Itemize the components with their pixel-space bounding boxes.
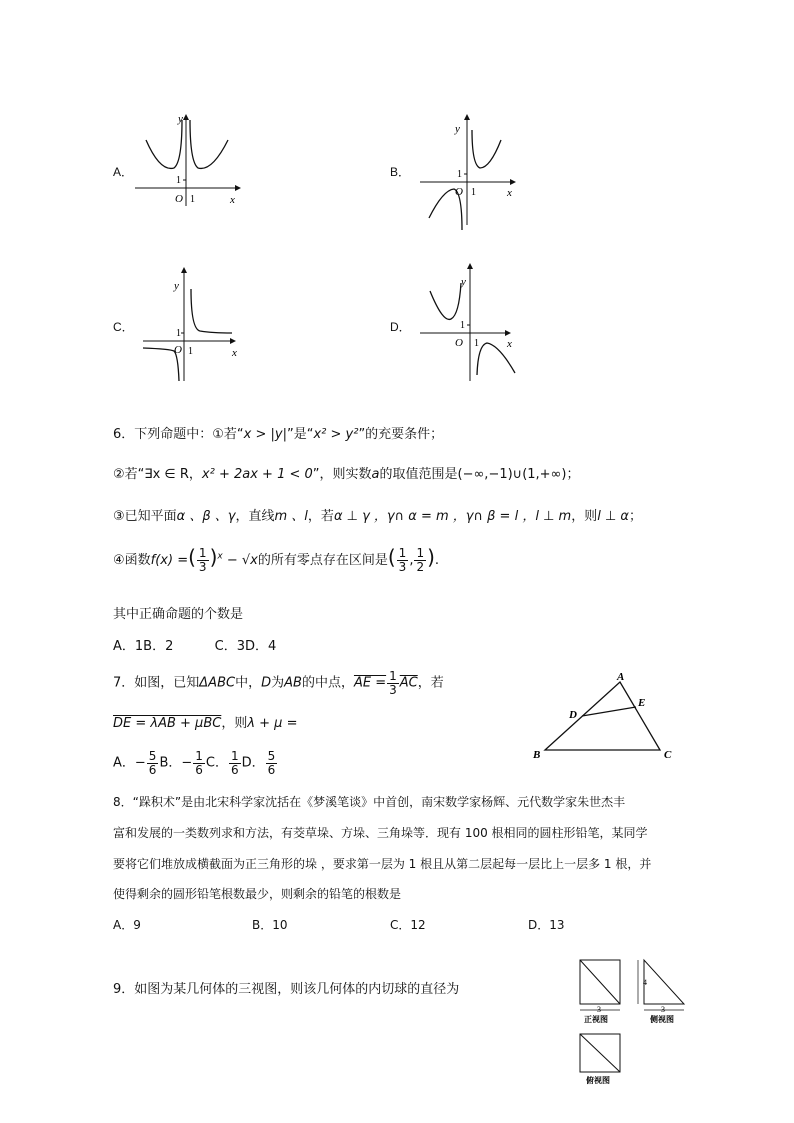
q6-s3-planes: α 、β 、γ [176, 509, 236, 524]
q6-s2-expr: x² + 2ax + 1 < 0 [201, 467, 313, 482]
q7-label-d: D [569, 709, 577, 721]
q7-stem-pre: 7．如图，已知 [113, 675, 200, 691]
graph-d-x: x [507, 338, 512, 350]
q7-triangle: ΔABC [199, 675, 236, 691]
q7-opt-b: B．− [159, 755, 193, 771]
graph-c-tick-x: 1 [188, 346, 193, 357]
q6-s3-pre: ③已知平面 [113, 509, 177, 524]
q8-opt-a: A．9 [113, 918, 141, 932]
graph-a-y: y [178, 113, 183, 125]
q7-line2 [113, 712, 297, 731]
q6-cond2: x² > y² [313, 427, 359, 442]
q6-s3-lines: m 、l [274, 509, 308, 524]
q7-stem [113, 670, 444, 696]
q8-line-3: 要将它们堆放成横截面为正三角形的垛 ，要求第一层为 1 根且从第二层起每一层比上一层多 1 根，并 [113, 857, 652, 871]
q6-statement-4: ④函数f(x) =( $\frac{1}{3}$ )$^x$ − √x的所有零点存在区间是( $\frac{1}{3}$ , $\frac{1}{2}$ ). [113, 545, 440, 574]
q7-opt-a: A．− [113, 755, 146, 771]
graph-c-tick-y: 1 [176, 328, 181, 339]
q7-label-c: C [664, 749, 672, 761]
q6-statement-2 [113, 463, 579, 482]
q9-top-label: 俯视图 [586, 1076, 610, 1085]
q8-line-1: 8．“跺积术”是由北宋科学家沈括在《梦溪笔谈》中首创，南宋数学家杨辉、元代数学家朱世杰丰 [113, 795, 626, 809]
q9-three-views [572, 955, 692, 1090]
option-b-label: B． [390, 165, 411, 179]
q6-s4-mid: 的所有零点存在区间是 [257, 553, 388, 568]
q8-opt-d: D．13 [528, 918, 565, 932]
graph-b-tick-y: 1 [457, 169, 462, 180]
q6-cond1: x > |y| [243, 427, 287, 442]
q9-front-label: 正视图 [584, 1015, 608, 1024]
graph-d-origin: O [455, 337, 463, 349]
graph-b-y: y [455, 123, 460, 135]
q6-s3-then: ，则 [571, 509, 598, 524]
graph-d [415, 263, 530, 385]
q6-s4-pre: ④函数 [113, 553, 151, 568]
q8-opt-c: C．12 [390, 918, 426, 932]
q9-stem: 9．如图为某几何体的三视图，则该几何体的内切球的直径为 [113, 982, 460, 997]
q6-s3-result: l ⊥ α [597, 509, 629, 524]
q7-opt-d: D． [241, 755, 265, 771]
q8-line-4: 使得剩余的圆形铅笔根数最少，则剩余的铅笔的根数是 [113, 887, 402, 901]
q6-stem-mid: ”是“ [286, 427, 314, 442]
q7-stem-end: ，若 [417, 675, 444, 691]
q9-side-dim-h: 4 [643, 978, 647, 987]
graph-b-tick-x: 1 [471, 187, 476, 198]
q6-ask: 其中正确命题的个数是 [113, 607, 244, 622]
graph-a-origin: O [175, 193, 183, 205]
q6-s3-cond: α ⊥ γ ，γ∩ α = m ，γ∩ β = l ，l ⊥ m [333, 509, 572, 524]
graph-a-x: x [230, 194, 235, 206]
q7-opt-c: C． [205, 755, 228, 771]
graph-b [415, 110, 525, 232]
q7-triangle-figure [525, 668, 685, 763]
q6-s3-end: ； [629, 509, 643, 524]
graph-b-x: x [507, 187, 512, 199]
q7-stem-mid2: 为 [271, 675, 285, 691]
q7-vec-ae: AE = [353, 675, 387, 691]
q6-s4-base: $\frac{1}{3}$ [198, 546, 207, 574]
graph-a-tick-y: 1 [176, 175, 181, 186]
q6-s2-post: ”，则实数 [312, 467, 372, 482]
q6-s4-end: . [434, 553, 440, 568]
graph-c [140, 263, 250, 385]
q9-side-dim-w: 3 [661, 1005, 665, 1014]
q6-stem-pre: 6．下列命题中：①若“ [113, 427, 244, 442]
q6-s4-interval-b: $\frac{1}{2}$ [416, 546, 425, 574]
q7-label-a: A [617, 671, 625, 683]
q6-s3-if: ，若 [307, 509, 334, 524]
q6-options: A．1B．2 C．3D．4 [113, 639, 277, 654]
q6-s2-var: a [371, 467, 380, 482]
q9-side-label: 侧视图 [650, 1015, 674, 1024]
q7-ask: λ + μ = [247, 716, 298, 731]
q7-vec-ac: $\overline{AC}$ [399, 675, 418, 691]
q7-point-d: D [261, 675, 272, 691]
graph-d-tick-x: 1 [474, 338, 479, 349]
q6-s4-func: f(x) = [150, 553, 189, 568]
q8-line-2: 富和发展的一类数列求和方法，有茭草垛、方垛、三角垛等．现有 100 根相同的圆柱形铅笔，某同学 [113, 826, 648, 840]
graph-d-tick-y: 1 [460, 320, 465, 331]
option-d-label: D． [390, 320, 411, 334]
q8-opt-b: B．10 [252, 918, 288, 932]
q6-statement-3 [113, 505, 642, 524]
q6-stem-post: ”的充要条件； [358, 427, 444, 442]
q7-line2-end: ，则 [221, 716, 248, 731]
graph-b-origin: O [455, 186, 463, 198]
option-a-label: A． [113, 165, 134, 179]
graph-a-tick-x: 1 [190, 194, 195, 205]
q6-s2-pre: ②若“∃x ∈ R， [113, 467, 202, 482]
q7-stem-mid: 中， [235, 675, 262, 691]
q7-label-b: B [533, 749, 541, 761]
q7-seg-ab: AB [284, 675, 302, 691]
q6-s2-tail: 的取值范围是 [379, 467, 458, 482]
q6-s4-exp: x [217, 551, 223, 562]
graph-c-y: y [174, 280, 179, 292]
graph-d-y: y [461, 276, 466, 288]
q6-s2-end: ； [566, 467, 580, 482]
q6-s4-interval-a: $\frac{1}{3}$ [398, 546, 407, 574]
q7-stem-mid3: 的中点， [301, 675, 354, 691]
q7-options: A．− $\frac{5}{6}$ B．− $\frac{1}{6}$ C． $\frac{1}{6}$ D． $\frac{5}{6}$ [113, 749, 276, 777]
q6-s3-mid: ，直线 [235, 509, 275, 524]
q6-s2-range: (−∞,−1)∪(1,+∞) [457, 467, 567, 482]
q7-label-e: E [638, 697, 646, 709]
graph-c-origin: O [174, 344, 182, 356]
graph-a [130, 110, 245, 210]
q6-stem [113, 423, 443, 442]
q6-s4-minus: − √x [222, 553, 258, 568]
option-c-label: C． [113, 320, 134, 334]
q9-front-dim: 3 [597, 1005, 601, 1014]
q7-frac: $\frac{1}{3}$ [389, 669, 397, 697]
graph-c-x: x [232, 347, 237, 359]
q7-vector-eq: DE = λAB + μBC [113, 716, 222, 731]
